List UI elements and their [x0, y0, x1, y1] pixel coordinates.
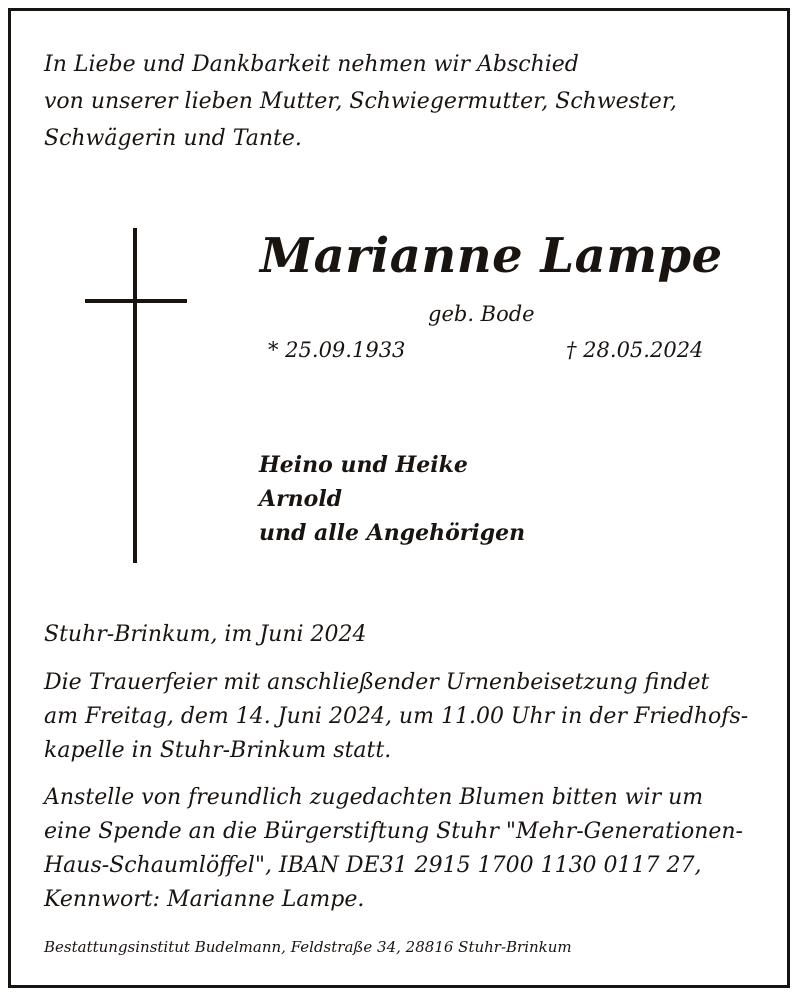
- ceremony-line: Die Trauerfeier mit anschließender Urnenbeisetzung findet: [44, 670, 710, 695]
- donation-line: Anstelle von freundlich zugedachten Blumen bitten wir um: [44, 785, 704, 810]
- intro-text: [44, 46, 677, 157]
- funeral-home-footer: Bestattungsinstitut Budelmann, Feldstraße 34, 28816 Stuhr-Brinkum: [44, 938, 572, 956]
- mourner-entry: und alle Angehörigen: [259, 520, 526, 546]
- mourner-entry: Arnold: [259, 486, 343, 512]
- intro-line: In Liebe und Dankbarkeit nehmen wir Abschied: [44, 52, 579, 77]
- intro-line: von unserer lieben Mutter, Schwiegermutter, Schwester,: [44, 89, 677, 114]
- mourners-list: [259, 448, 525, 550]
- intro-line: Schwägerin und Tante.: [44, 126, 302, 151]
- donation-line: eine Spende an die Bürgerstiftung Stuhr "Mehr-Generationen-: [44, 819, 743, 844]
- place-date: Stuhr-Brinkum, im Juni 2024: [44, 622, 367, 647]
- cross-icon-horizontal: [85, 299, 187, 303]
- mourner-entry: Heino und Heike: [259, 452, 468, 478]
- deceased-name: Marianne Lampe: [260, 228, 723, 284]
- cross-icon-vertical: [133, 228, 137, 563]
- ceremony-line: kapelle in Stuhr-Brinkum statt.: [44, 738, 392, 763]
- maiden-name: geb. Bode: [428, 302, 535, 326]
- ceremony-text: [44, 666, 748, 768]
- ceremony-line: am Freitag, dem 14. Juni 2024, um 11.00 Uhr in der Friedhofs-: [44, 704, 749, 729]
- donation-line: Haus-Schaumlöffel", IBAN DE31 2915 1700 1130 0117 27,: [44, 853, 702, 878]
- birth-date: * 25.09.1933: [268, 338, 406, 362]
- donation-text: [44, 781, 743, 917]
- death-date: † 28.05.2024: [566, 338, 704, 362]
- donation-line: Kennwort: Marianne Lampe.: [44, 887, 365, 912]
